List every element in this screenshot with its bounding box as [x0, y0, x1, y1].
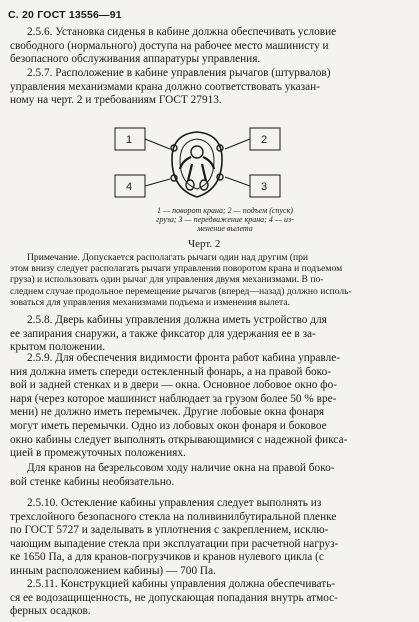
caption-line: груза; 3 — передвижение крана; 4 — из-	[156, 215, 294, 224]
paragraph-2-5-7	[10, 67, 406, 108]
text-line: 2.5.9. Для обеспечения видимости фронта работ кабина управле-	[27, 352, 341, 364]
paragraph-2-5-8	[10, 314, 406, 355]
text-line: цией в промежуточных положениях.	[10, 447, 186, 460]
page-header: С. 20 ГОСТ 13556—91	[8, 9, 122, 21]
text-line: окно кабины следует выполнять открывающимися с надежной фикса-	[10, 433, 348, 446]
text-line: чающим выпадение стекла при эксплуатации при расчетной нагруз-	[10, 537, 339, 550]
text-line: управления механизмами крана должно соответствовать указан-	[10, 80, 320, 93]
lever-label-2: 2	[261, 134, 268, 146]
text-line: безопасного обслуживания аппаратуры управления.	[10, 53, 261, 66]
text-line: ферных осадков.	[10, 605, 91, 618]
note-line: следнем случае продольное перемещение рычагов (вперед—назад) должно исполь-	[10, 285, 352, 297]
text-line: ке 1650 Па, а для кранов-погрузчиков и кранов нулевого цикла (с	[10, 551, 324, 564]
text-line: трехслойного безопасного стекла на поливинилбутиральной пленке	[10, 510, 337, 523]
text-line: 2.5.10. Остекление кабины управления следует выполнять из	[27, 497, 322, 509]
lever-label-3: 3	[261, 181, 268, 193]
note-line: груза) и использовать один рычаг для управления двумя механизмами. В по-	[10, 274, 324, 286]
paragraph-2-5-10	[10, 497, 406, 579]
note-block	[10, 252, 408, 308]
text-line: вой стенке кабины необязательно.	[10, 475, 175, 488]
lever-label-4: 4	[126, 181, 133, 193]
figure-caption	[150, 206, 300, 233]
operator-head	[191, 146, 203, 158]
text-line: мени) не должно иметь перемычек. Другие лобовые окна фонаря	[10, 406, 325, 419]
text-line: инным расположением кабины) — 700 Па.	[10, 564, 216, 577]
text-line: наря (через которое машинист наблюдает за грузом более 50 % вре-	[10, 392, 337, 405]
note-line: Примечание. Допускается располагать рычаги один над другим (при	[27, 252, 309, 263]
figure-title: Черт. 2	[188, 238, 221, 250]
text-line: Для кранов на безрельсовом ходу наличие окна на правой боко-	[27, 462, 335, 474]
seat-outline	[172, 132, 222, 197]
caption-line: менение вылета	[197, 224, 253, 233]
paragraph-cranes	[10, 462, 406, 489]
text-line: 2.5.7. Расположение в кабине управления рычагов (штурвалов)	[27, 67, 331, 79]
note-line: этом внизу следует располагать рычаги управления поворотом крана и подъемом	[10, 263, 343, 275]
lever-label-1: 1	[126, 134, 133, 146]
text-line: 2.5.6. Установка сиденья в кабине должна обеспечивать условие	[27, 26, 337, 38]
text-line: свободного (нормального) доступа на рабочее место машинисту и	[10, 39, 329, 52]
text-line: ному на черт. 2 и требованиям ГОСТ 27913.	[10, 94, 222, 107]
text-line: крытом положении.	[10, 341, 106, 354]
paragraph-2-5-9	[10, 352, 406, 461]
text-line: могут иметь перемычки. Одно из лобовых окон фонаря и боковое	[10, 419, 327, 432]
text-line: ния должна иметь спереди остекленный фонарь, а на правой боко-	[10, 365, 332, 378]
caption-line: 1 — поворот крана; 2 — подъем (спуск)	[157, 206, 293, 215]
text-line: по ГОСТ 5727 и заделывать в уплотнения с закреплением, исклю-	[10, 524, 329, 537]
paragraph-2-5-11	[10, 578, 406, 619]
note-line: зоваться для управления механизмами подъема и изменения вылета.	[10, 296, 291, 308]
text-line: ся ее водозащищенность, не допускающая попадания внутрь атмос-	[10, 591, 338, 604]
paragraph-2-5-6	[10, 26, 406, 67]
text-line: 2.5.11. Конструкцией кабины управления должна обеспечивать-	[27, 578, 336, 590]
text-line: вой и задней стенках и в двери — окна. Основное лобовое окно фо-	[10, 379, 337, 392]
text-line: 2.5.8. Дверь кабины управления должна иметь устройство для	[27, 314, 327, 326]
text-line: ее запирания снаружи, а также фиксатор для удержания ее в за-	[10, 327, 316, 340]
